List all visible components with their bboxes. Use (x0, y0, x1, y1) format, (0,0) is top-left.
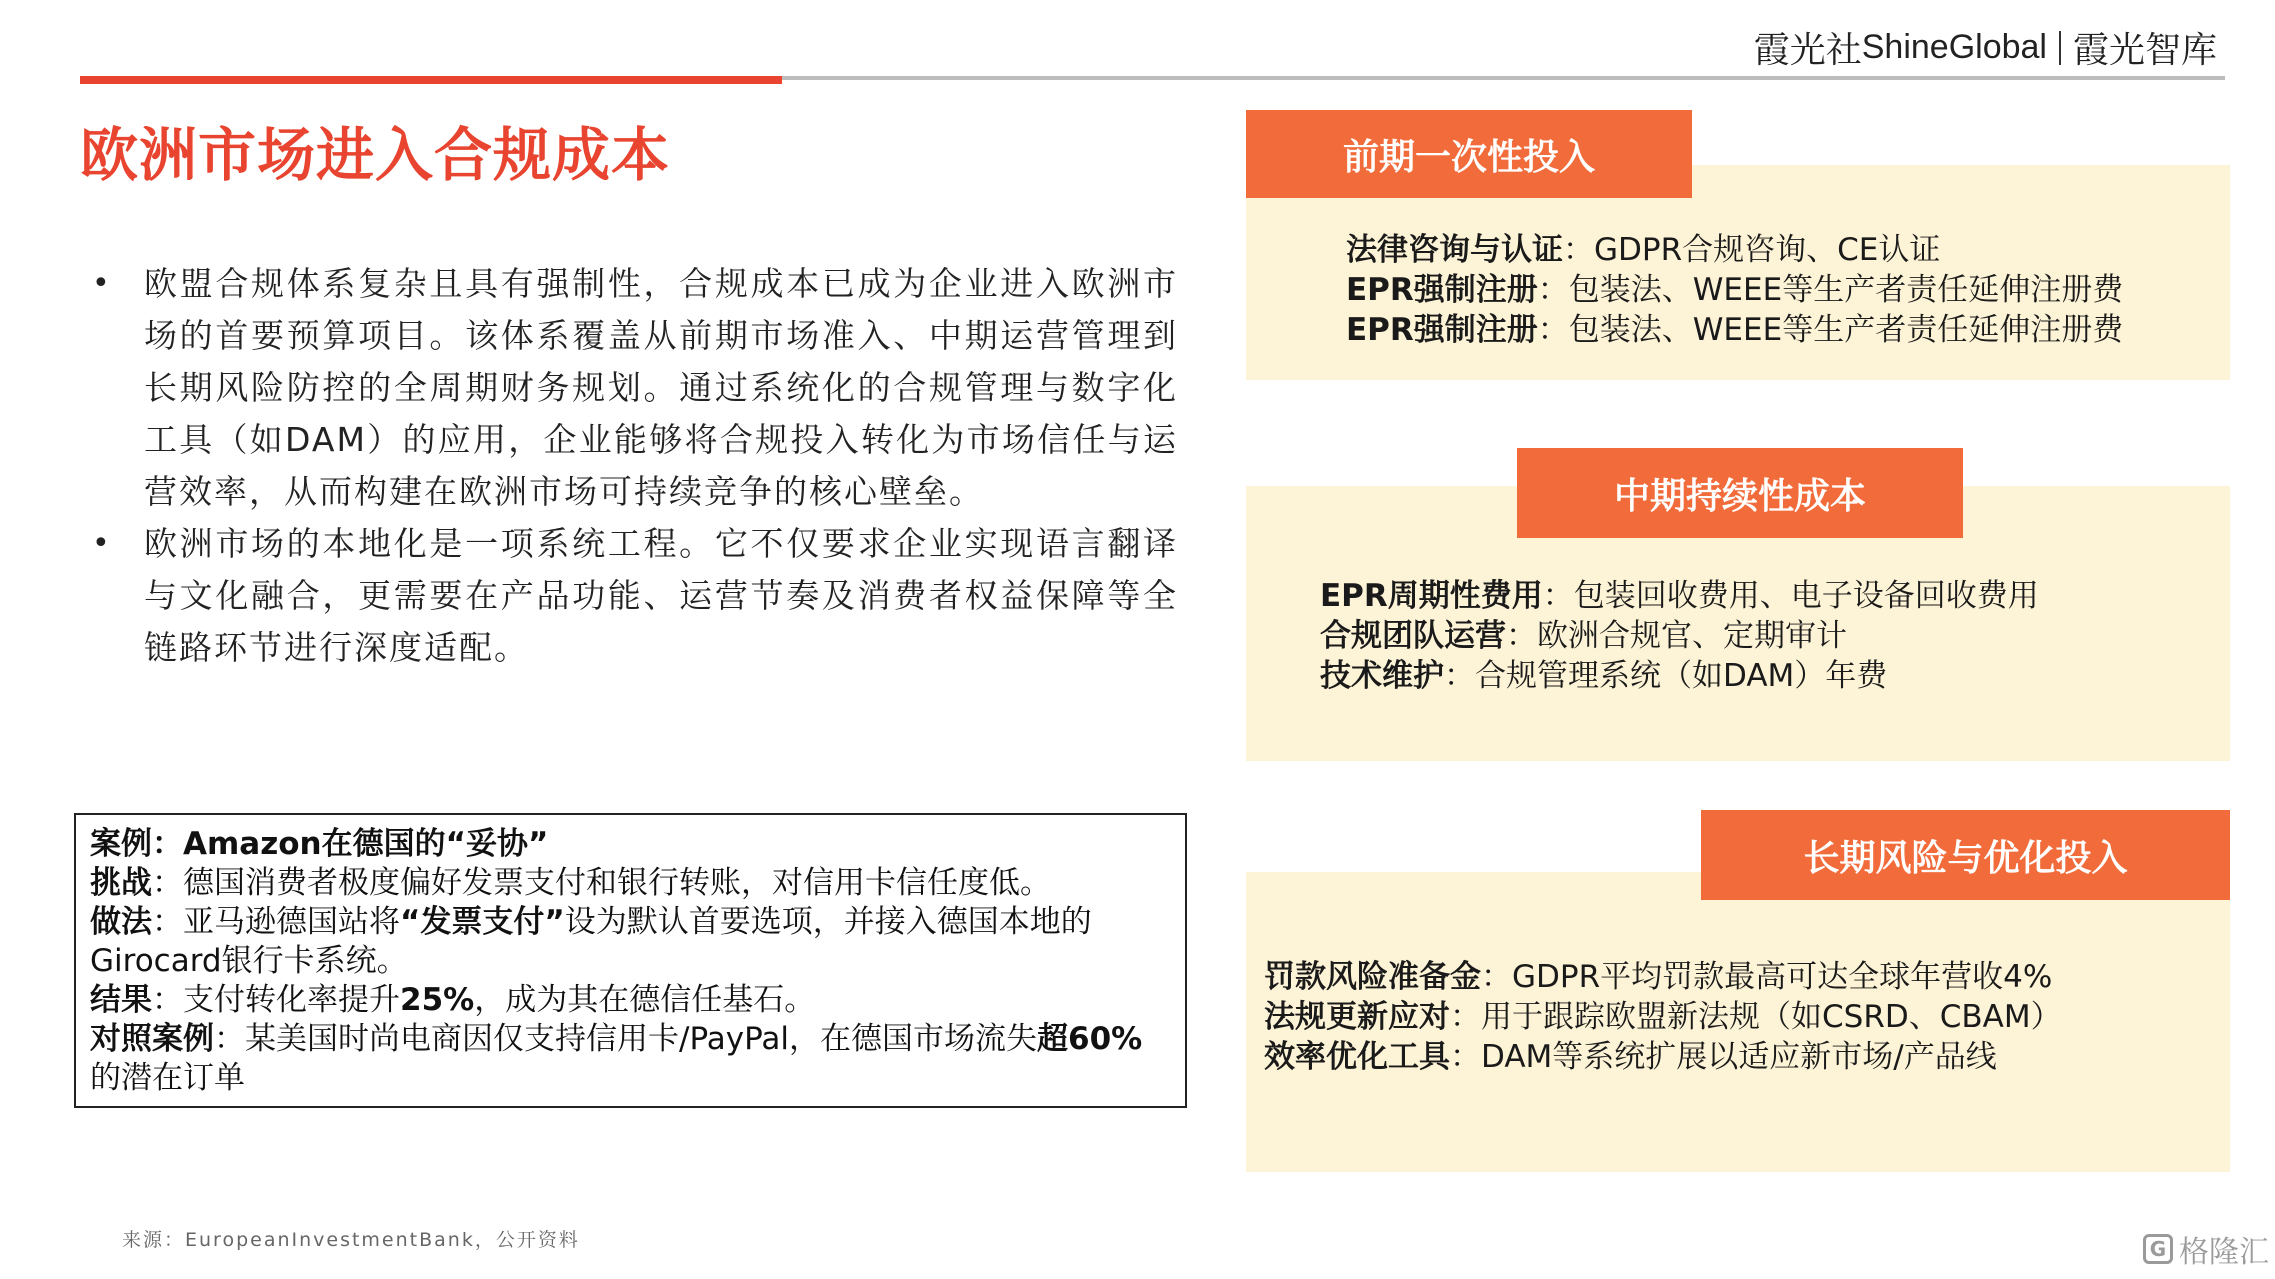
case-challenge-line (90, 864, 1171, 903)
panel-item-label: 法规更新应对 (1264, 999, 1450, 1035)
panel-item-text: ：包装回收费用、电子设备回收费用 (1542, 578, 2039, 614)
case-result-pre: ：支付转化率提升 (152, 982, 400, 1018)
case-approach-line (90, 903, 1171, 981)
brand-cn: 霞光社 (1753, 30, 1862, 71)
brand-header (1754, 22, 2217, 73)
panel-item-label: 合规团队运营 (1320, 618, 1506, 654)
case-contrast-bold: 超60% (1037, 1021, 1143, 1057)
case-challenge-label: 挑战 (90, 865, 152, 901)
case-challenge-text: ：德国消费者极度偏好发票支付和银行转账，对信用卡信任度低。 (152, 865, 1051, 901)
panel-item (1320, 656, 2039, 696)
panel-item-text: ：GDPR合规咨询、CE认证 (1563, 232, 1941, 268)
panel-item-text: ：包装法、WEEE等生产者责任延伸注册费 (1537, 272, 2124, 308)
bullet-dot-icon: • (92, 266, 112, 301)
case-result-label: 结果 (90, 982, 152, 1018)
case-contrast-post: 的潜在订单 (90, 1060, 245, 1096)
panel-ongoing-items (1320, 576, 2039, 696)
panel-longterm-items (1264, 957, 2062, 1077)
panel-item-label: 罚款风险准备金 (1264, 959, 1481, 995)
bullet-item (88, 518, 1178, 674)
brand-sub: 霞光智库 (2072, 30, 2217, 71)
case-contrast-pre: ：某美国时尚电商因仅支持信用卡/PayPal，在德国市场流失 (214, 1021, 1037, 1057)
watermark (2143, 1227, 2269, 1271)
bullet-dot-icon: • (92, 526, 112, 561)
panel-upfront-items (1346, 230, 2123, 350)
panel-item (1264, 997, 2062, 1037)
panel-item-label: 效率优化工具 (1264, 1039, 1450, 1075)
panel-item (1264, 957, 2062, 997)
page-title: 欧洲市场进入合规成本 (80, 121, 671, 189)
bullet-item (88, 258, 1178, 518)
panel-item (1320, 576, 2039, 616)
source-note: 来源：EuropeanInvestmentBank，公开资料 (122, 1229, 580, 1251)
panel-item (1346, 310, 2123, 350)
case-result-bold: 25% (400, 982, 475, 1018)
panel-item (1346, 270, 2123, 310)
panel-item-label: EPR周期性费用 (1320, 578, 1543, 614)
watermark-text: 格隆汇 (2179, 1235, 2269, 1270)
brand-divider (2059, 31, 2061, 65)
bullet-text: 欧盟合规体系复杂且具有强制性，合规成本已成为企业进入欧洲市场的首要预算项目。该体系覆盖从前期市场准入、中期运营管理到长期风险防控的全周期财务规划。通过系统化的合规管理与数字化工具（如DAM）的应用，企业能够将合规投入转化为市场信任与运营效率，从而构建在欧洲市场可持续竞争的核心壁垒。 (144, 264, 1178, 511)
panel-item-label: 技术维护 (1320, 658, 1444, 694)
case-approach-label: 做法 (90, 904, 152, 940)
panel-item-text: ：用于跟踪欧盟新法规（如CSRD、CBAM） (1450, 999, 2062, 1035)
case-contrast-label: 对照案例 (90, 1021, 214, 1057)
brand-en: ShineGlobal (1861, 28, 2047, 66)
panel-item-text: ：包装法、WEEE等生产者责任延伸注册费 (1537, 312, 2124, 348)
panel-upfront-tag: 前期一次性投入 (1246, 110, 1692, 198)
case-title: 案例：Amazon在德国的“妥协” (90, 826, 549, 862)
bullet-text: 欧洲市场的本地化是一项系统工程。它不仅要求企业实现语言翻译与文化融合，更需要在产品功能、运营节奏及消费者权益保障等全链路环节进行深度适配。 (144, 524, 1178, 667)
panel-item-text: ：欧洲合规官、定期审计 (1506, 618, 1847, 654)
panel-item (1264, 1037, 2062, 1077)
panel-item-label: 法律咨询与认证 (1346, 232, 1563, 268)
case-result-line (90, 981, 1171, 1020)
case-contrast-line (90, 1020, 1171, 1098)
panel-item-text: ：DAM等系统扩展以适应新市场/产品线 (1450, 1039, 1997, 1075)
header-accent-rule (80, 76, 782, 84)
panel-item-label: EPR强制注册 (1346, 312, 1538, 348)
panel-longterm-tag: 长期风险与优化投入 (1701, 810, 2230, 900)
panel-item (1320, 616, 2039, 656)
case-study-box (74, 813, 1187, 1108)
case-approach-bold: “发票支付” (400, 904, 565, 940)
panel-item-label: EPR强制注册 (1346, 272, 1538, 308)
case-result-post: ，成为其在德信任基石。 (474, 982, 816, 1018)
case-approach-pre: ：亚马逊德国站将 (152, 904, 400, 940)
panel-item (1346, 230, 2123, 270)
panel-ongoing-tag: 中期持续性成本 (1517, 448, 1963, 538)
panel-item-text: ：GDPR平均罚款最高可达全球年营收4% (1481, 959, 2053, 995)
case-approach-post: 设为默认首要选项，并接入德国本地的Girocard银行卡系统。 (90, 904, 1092, 979)
panel-item-text: ：合规管理系统（如DAM）年费 (1444, 658, 1888, 694)
bullet-list (88, 258, 1178, 674)
case-title-line (90, 825, 1171, 864)
watermark-logo-icon: G (2143, 1234, 2173, 1264)
